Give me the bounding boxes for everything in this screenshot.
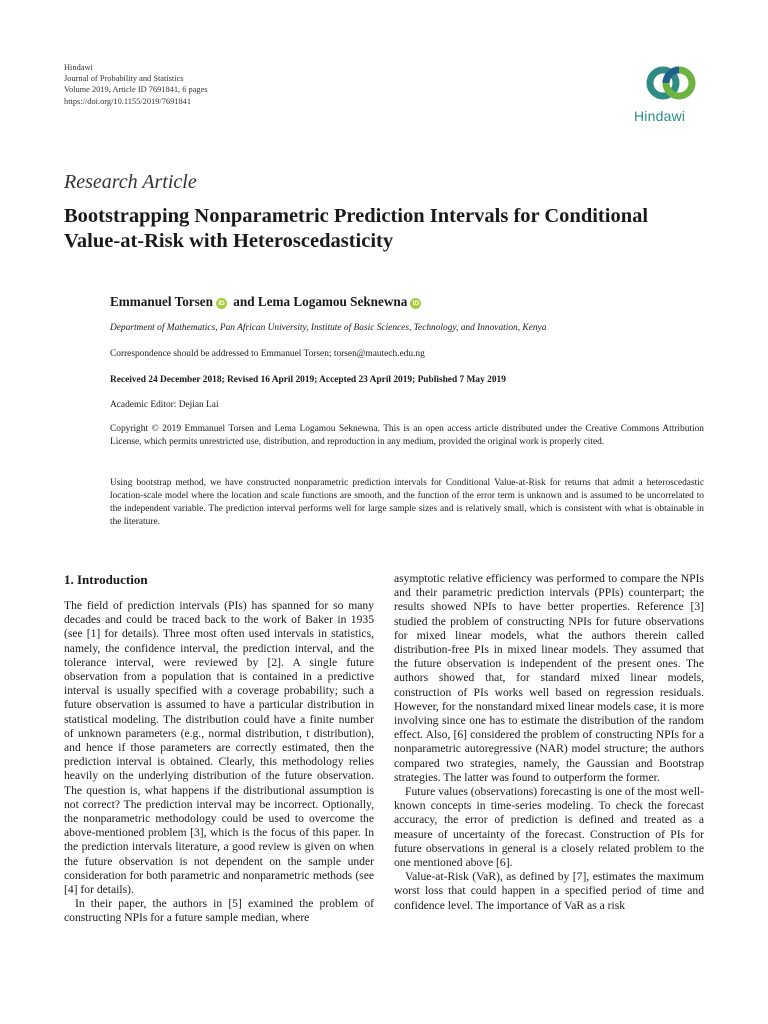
academic-editor: Academic Editor: Dejian Lai (110, 400, 219, 410)
paragraph: asymptotic relative efficiency was performed to compare the NPIs and their parametric prediction intervals (PPIs) counterpart; the results showed NPIs to have better properties. Reference [3] studied the problem of constructing NPIs for future observations for mixed linear models, what the authors therein called distribution-free PIs in mixed linear models. They assumed that the future observation is independent of the present ones. The authors showed that, for standard mixed linear models, construction of PIs works well based on regression residuals. However, for the nonstandard mixed linear models case, it is more involving since one has to estimate the distribution of the random effect. Also, [6] considered the problem of constructing NPIs for a nonparametric autoregressive (NAR) model structure; the authors compared two strategies, namely, the Gaussian and Bootstrap strategies. The latter was found to outperform the former. (394, 572, 704, 784)
orcid-icon[interactable]: iD (216, 298, 227, 309)
correspondence: Correspondence should be addressed to Emmanuel Torsen; torsen@mautech.edu.ng (110, 349, 425, 359)
hindawi-logo (630, 60, 710, 124)
section-heading: 1. Introduction (64, 572, 148, 587)
orcid-icon[interactable]: iD (410, 298, 421, 309)
author-separator: and (229, 294, 258, 309)
paragraph: The field of prediction intervals (PIs) has spanned for so many decades and could be traced back to the work of Baker in 1935 (see [1] for details). Three most often used intervals in statistics, namely, the confidence interval, the prediction interval, and the tolerance interval, were reviewed by [2]. A single future observation from a population that is contained in a predictive interval is usually specified with a coverage probability; such a future observation is assumed to have a particular distribution in statistical modeling. The distribution could have a finite number of unknown parameters (e.g., normal distribution, t distribution), and hence if those parameters are correctly estimated, then the prediction interval is obtained. Clearly, this methodology relies heavily on the underlying distribution of the future observation. The question is, what happens if the distributional assumption is not correct? The prediction interval may be incorrect. Optionally, the nonparametric methodology could be used to overcome the above-mentioned problem [3], which is the focus of this paper. In the prediction intervals literature, a good review is given on when the future observation is not dependent on the sample under consideration for both parametric and nonparametric methods (see [4] for details). (64, 599, 374, 897)
copyright-notice: Copyright © 2019 Emmanuel Torsen and Lema Logamou Seknewna. This is an open access article distributed under the Creative Commons Attribution License, which permits unrestricted use, distribution, and reproduction in any medium, provided the original work is properly cited. (110, 424, 704, 447)
journal-info (64, 62, 208, 107)
abstract: Using bootstrap method, we have constructed nonparametric prediction intervals for Conditional Value-at-Risk for returns that admit a heteroscedastic location-scale model where the location and scale functions are smooth, and the function of the error term is unknown and is assumed to be uncorrelated to the independent variable. The prediction interval performs well for large sample sizes and is relatively small, which is consistent with what is obtainable in the literature. (110, 478, 704, 527)
doi-link[interactable]: https://doi.org/10.1155/2019/7691841 (64, 96, 192, 106)
author-name[interactable]: Lema Logamou Seknewna (257, 294, 408, 309)
author-list (110, 294, 424, 310)
body-column-right (394, 572, 704, 913)
hindawi-logo-text: Hindawi (634, 108, 686, 124)
paragraph: Value-at-Risk (VaR), as defined by [7], estimates the maximum worst loss that could happen in a specified period of time and confidence level. The importance of VaR as a risk (394, 870, 704, 912)
publisher-name: Hindawi (64, 63, 93, 72)
article-title: Bootstrapping Nonparametric Prediction Intervals for Conditional Value-at-Risk with Heteroscedasticity (64, 205, 649, 252)
paragraph: In their paper, the authors in [5] examined the problem of constructing NPIs for a future sample median, where (64, 897, 374, 925)
journal-name: Journal of Probability and Statistics (64, 74, 184, 84)
publication-dates: Received 24 December 2018; Revised 16 April 2019; Accepted 23 April 2019; Published 7 May 2019 (110, 375, 506, 385)
volume-info: Volume 2019, Article ID 7691841, 6 pages (64, 85, 208, 95)
hindawi-logo-icon (646, 60, 696, 106)
author-name[interactable]: Emmanuel Torsen (110, 294, 213, 309)
body-column-left (64, 572, 374, 926)
paragraph: Future values (observations) forecasting is one of the most well-known concepts in time-series modeling. To check the forecast accuracy, the error of prediction is defined and treated as a measure of uncertainty of the forecast. Construction of PIs for future observations in general is a closely related problem to the one mentioned above [6]. (394, 785, 704, 870)
affiliation: Department of Mathematics, Pan African University, Institute of Basic Sciences, Technology, and Innovation, Kenya (110, 323, 547, 333)
article-type: Research Article (64, 171, 197, 193)
